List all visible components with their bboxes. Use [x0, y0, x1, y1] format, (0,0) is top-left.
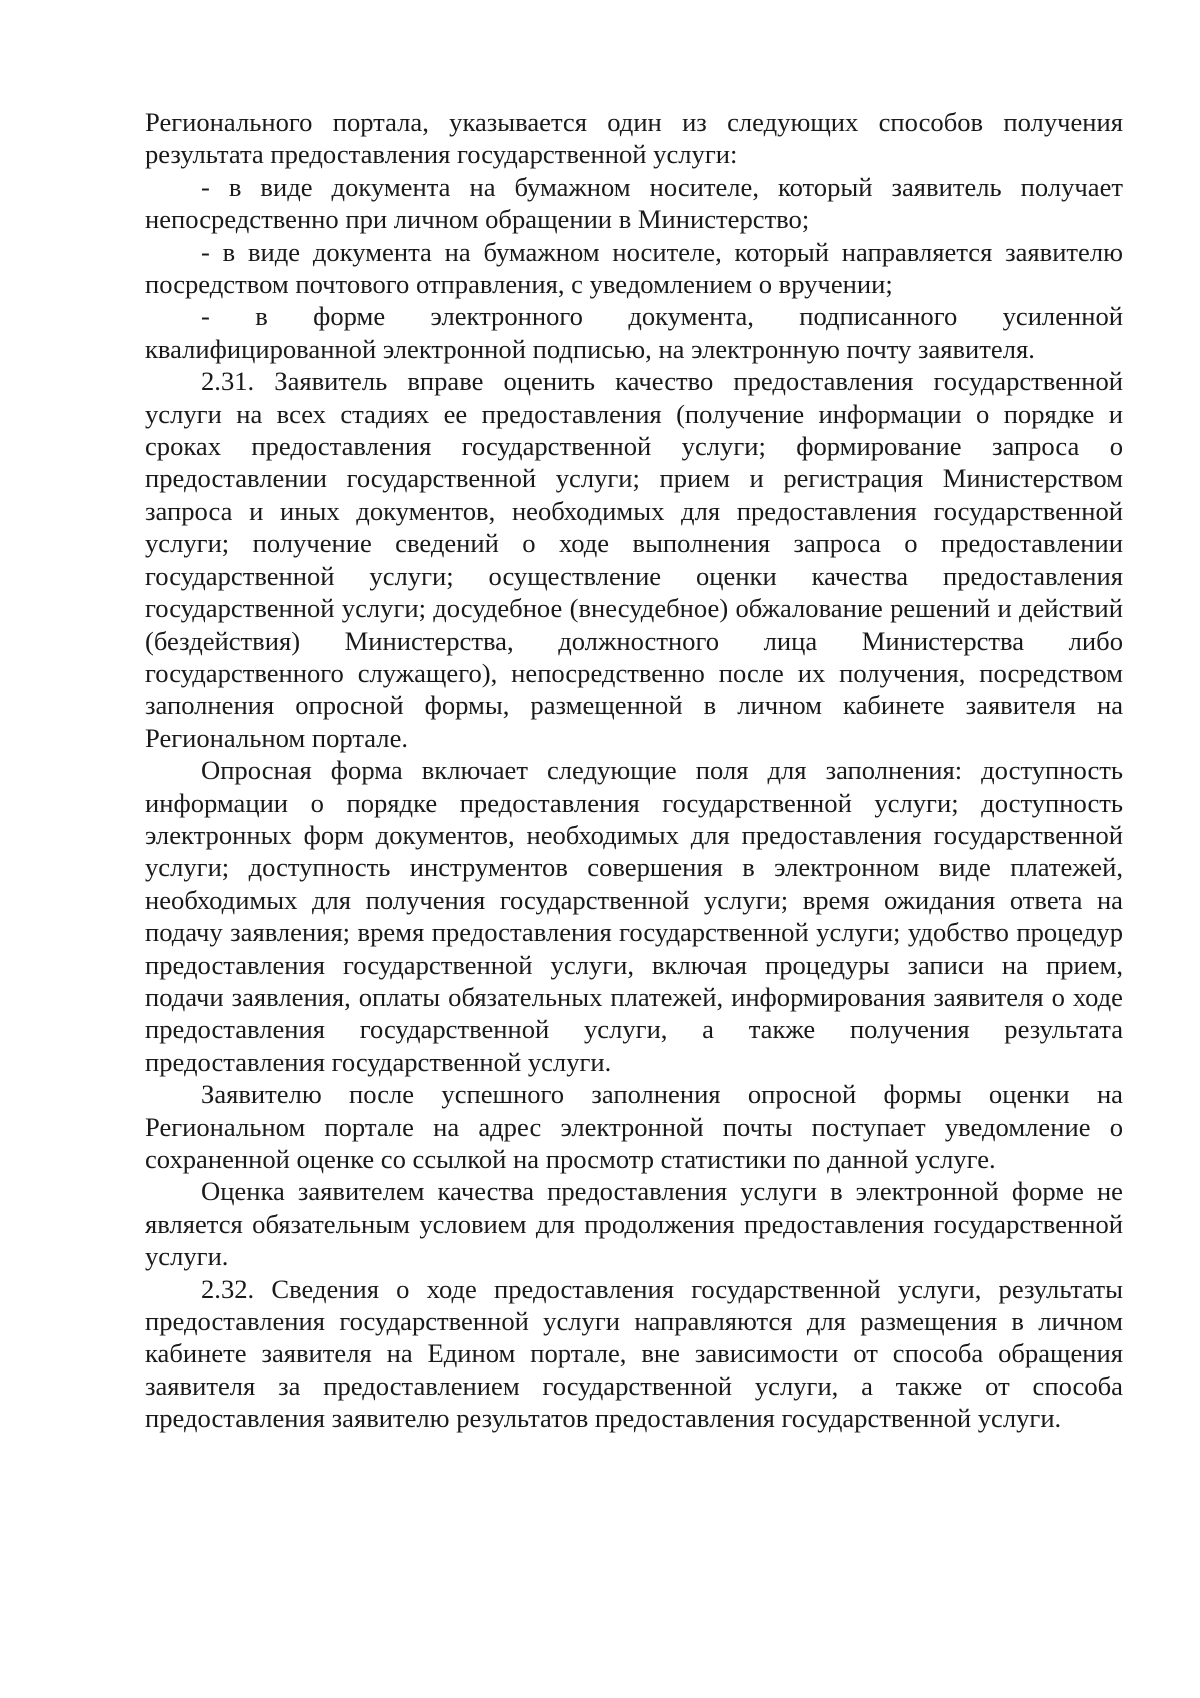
paragraph-survey-optional: Оценка заявителем качества предоставления услуги в электронной форме не является обязательным условием для продолжения предоставления государственной услуги. [145, 1176, 1123, 1272]
paragraph-list-item-paper-by-mail: - в виде документа на бумажном носителе, который направляется заявителю посредством почтового отправления, с уведомлением о вручении; [145, 236, 1123, 300]
paragraph-list-item-paper-in-person: - в виде документа на бумажном носителе, который заявитель получает непосредственно при личном обращении в Министерство; [145, 171, 1123, 235]
paragraph-survey-fields: Опросная форма включает следующие поля для заполнения: доступность информации о порядке предоставления государственной услуги; доступность электронных форм документов, необходимых для предоставления государственной услуги; доступность инструментов совершения в электронном виде платежей, необходимых для получения государственной услуги; время ожидания ответа на подачу заявления; время предоставления государственной услуги; удобство процедур предоставления государственной услуги, включая процедуры записи на прием, подачи заявления, оплаты обязательных платежей, информирования заявителя о ходе предоставления государственной услуги, а также получения результата предоставления государственной услуги. [145, 755, 1123, 1077]
paragraph-clause-2-32: 2.32. Сведения о ходе предоставления государственной услуги, результаты предоставления государственной услуги направляются для размещения в личном кабинете заявителя на Едином портале, вне зависимости от способа обращения заявителя за предоставлением государственной услуги, а также от способа предоставления заявителю результатов предоставления государственной услуги. [145, 1273, 1123, 1434]
paragraph-clause-2-31: 2.31. Заявитель вправе оценить качество предоставления государственной услуги на всех стадиях ее предоставления (получение информации о порядке и сроках предоставления государственной услуги; формирование запроса о предоставлении государственной услуги; прием и регистрация Министерством запроса и иных документов, необходимых для предоставления государственной услуги; получение сведений о ходе выполнения запроса о предоставлении государственной услуги; осуществление оценки качества предоставления государственной услуги; досудебное (внесудебное) обжалование решений и действий (бездействия) Министерства, должностного лица Министерства либо государственного служащего), непосредственно после их получения, посредством заполнения опросной формы, размещенной в личном кабинете заявителя на Региональном портале. [145, 366, 1123, 753]
paragraph-survey-notification: Заявителю после успешного заполнения опросной формы оценки на Региональном портале на адрес электронной почты поступает уведомление о сохраненной оценке со ссылкой на просмотр статистики по данной услуге. [145, 1079, 1123, 1174]
document-page [145, 106, 1123, 1435]
paragraph-list-item-electronic: - в форме электронного документа, подписанного усиленной квалифицированной электронной подписью, на электронную почту заявителя. [145, 301, 1123, 364]
paragraph-continuation: Регионального портала, указывается один из следующих способов получения результата предоставления государственной услуги: [145, 107, 1123, 170]
